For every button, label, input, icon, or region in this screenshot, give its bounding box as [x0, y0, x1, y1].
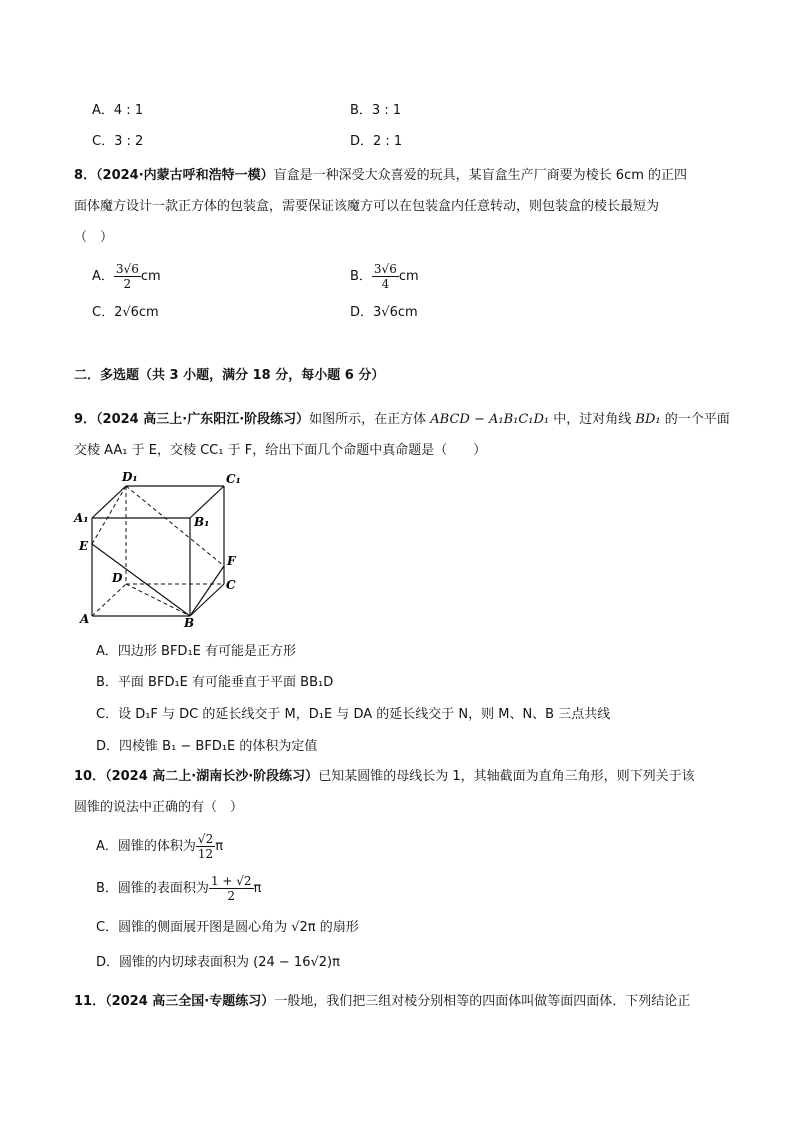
cube-figure — [70, 466, 260, 628]
q7-option-c — [92, 132, 143, 152]
option-label: B． — [350, 269, 372, 284]
question-text: 盲盒是一种深受大众喜爱的玩具，某盲盒生产厂商要为棱长 6cm 的正四 — [273, 168, 688, 183]
edge-bc — [190, 584, 224, 616]
option-label: C． — [92, 134, 115, 149]
q9-option-c — [96, 705, 610, 725]
option-label: A． — [92, 103, 114, 118]
label-a1: A₁ — [74, 511, 89, 525]
option-text: 圆锥的表面积为 — [117, 881, 209, 896]
numerator: √2 — [197, 832, 214, 846]
q7-option-b — [350, 101, 401, 121]
q9-option-a — [96, 642, 296, 662]
denominator: 12 — [197, 847, 214, 861]
denominator: 2 — [227, 889, 236, 903]
question-number: 11． — [74, 994, 106, 1009]
label-b: B — [184, 616, 195, 628]
option-label: C． — [96, 707, 119, 722]
q8-stem-line-1 — [74, 166, 687, 186]
option-label: C． — [92, 305, 115, 320]
option-text: 平面 BFD₁E 有可能垂直于平面 BB₁D — [117, 675, 334, 690]
section-heading: 二．多选题（共 3 小题，满分 18 分，每小题 6 分） — [74, 368, 385, 383]
question-text: 如图所示，在正方体 — [309, 412, 431, 427]
label-d: D — [112, 571, 123, 585]
q8-option-a — [92, 257, 161, 297]
pi-symbol: π — [215, 839, 224, 854]
question-text: 中，过对角线 — [549, 412, 636, 427]
denominator: 2 — [123, 277, 132, 291]
question-text: 的一个平面 — [660, 412, 730, 427]
q9-stem-line-2: 交棱 AA₁ 于 E，交棱 CC₁ 于 F，给出下面几个命题中真命题是（ ） — [74, 443, 487, 458]
q11-stem-line-1 — [74, 992, 690, 1012]
q10-option-a — [96, 827, 223, 867]
q7-option-d — [350, 132, 402, 152]
q10-option-b — [96, 869, 261, 909]
edge-ad — [92, 584, 126, 616]
label-e: E — [79, 539, 89, 553]
option-text: 3√6cm — [373, 305, 418, 320]
label-a: A — [80, 612, 90, 626]
option-text: 2 : 1 — [373, 134, 403, 149]
segment-db — [126, 584, 190, 616]
option-label: B． — [96, 881, 118, 896]
pi-symbol: π — [253, 881, 262, 896]
unit: cm — [140, 269, 161, 284]
option-label: D． — [96, 955, 120, 970]
q9-stem-line-1 — [74, 410, 730, 430]
numerator: 1 + √2 — [210, 874, 252, 888]
option-text: 圆锥的内切球表面积为 (24 − 16√2)π — [119, 955, 340, 970]
label-f: F — [227, 554, 236, 568]
denominator: 4 — [381, 277, 390, 291]
option-text: 2√6cm — [114, 305, 159, 320]
fraction — [209, 874, 254, 903]
question-source: （2024·内蒙古呼和浩特一模） — [96, 168, 274, 183]
q8-option-b — [350, 257, 419, 297]
label-c: C — [226, 578, 236, 592]
numerator: 3√6 — [373, 262, 397, 276]
option-text: 四棱锥 B₁ − BFD₁E 的体积为定值 — [119, 739, 318, 754]
option-label: A． — [96, 644, 118, 659]
question-source: （2024 高三上·广东阳江·阶段练习） — [96, 412, 310, 427]
label-c1: C₁ — [226, 472, 241, 486]
option-label: D． — [350, 134, 374, 149]
segment-d1e — [92, 486, 126, 544]
math-expression: ABCD − A₁B₁C₁D₁ — [430, 412, 550, 427]
unit: cm — [398, 269, 419, 284]
q9-option-b — [96, 673, 333, 693]
q10-stem-line-2: 圆锥的说法中正确的有（ ） — [74, 800, 244, 815]
option-label: D． — [96, 739, 120, 754]
segment-eb — [92, 544, 190, 616]
option-label: C． — [96, 920, 119, 935]
question-source: （2024 高二上·湖南长沙·阶段练习） — [105, 769, 319, 784]
q8-stem-line-3: （ ） — [74, 230, 114, 245]
math-expression: BD₁ — [635, 412, 661, 427]
option-label: B． — [96, 675, 118, 690]
edge-a1d1 — [92, 486, 126, 518]
question-text: 一般地，我们把三组对棱分别相等的四面体叫做等面四面体．下列结论正 — [274, 994, 691, 1009]
option-label: A． — [96, 839, 118, 854]
q9-option-d — [96, 737, 317, 757]
fraction — [114, 262, 141, 291]
segment-bf — [190, 566, 224, 616]
edge-b1c1 — [190, 486, 224, 518]
question-number: 10． — [74, 769, 106, 784]
q8-option-d — [350, 303, 418, 323]
q10-stem-line-1 — [74, 767, 695, 787]
option-text: 四边形 BFD₁E 有可能是正方形 — [117, 644, 297, 659]
question-source: （2024 高三全国·专题练习） — [105, 994, 275, 1009]
option-label: A． — [92, 269, 114, 284]
question-number: 8． — [74, 168, 97, 183]
question-number: 9． — [74, 412, 97, 427]
option-label: B． — [350, 103, 372, 118]
question-text: 已知某圆锥的母线长为 1，其轴截面为直角三角形，则下列关于该 — [318, 769, 695, 784]
label-d1: D₁ — [122, 470, 138, 484]
option-text: 3 : 1 — [371, 103, 402, 118]
option-text: 设 D₁F 与 DC 的延长线交于 M，D₁E 与 DA 的延长线交于 N，则 M、N、B 三点共线 — [118, 707, 611, 722]
q7-option-a — [92, 101, 143, 121]
option-text: 3 : 2 — [114, 134, 144, 149]
numerator: 3√6 — [115, 262, 139, 276]
q10-option-d — [96, 953, 340, 973]
fraction — [372, 262, 399, 291]
option-text: 4 : 1 — [113, 103, 144, 118]
option-text: 圆锥的体积为 — [117, 839, 196, 854]
option-label: D． — [350, 305, 374, 320]
option-text: 圆锥的侧面展开图是圆心角为 √2π 的扇形 — [118, 920, 359, 935]
q8-stem-line-2: 面体魔方设计一款正方体的包装盒，需要保证该魔方可以在包装盒内任意转动，则包装盒的棱长最短为 — [74, 199, 660, 214]
label-b1: B₁ — [194, 515, 210, 529]
fraction — [196, 832, 215, 861]
q10-option-c — [96, 918, 359, 938]
q8-option-c — [92, 303, 159, 323]
